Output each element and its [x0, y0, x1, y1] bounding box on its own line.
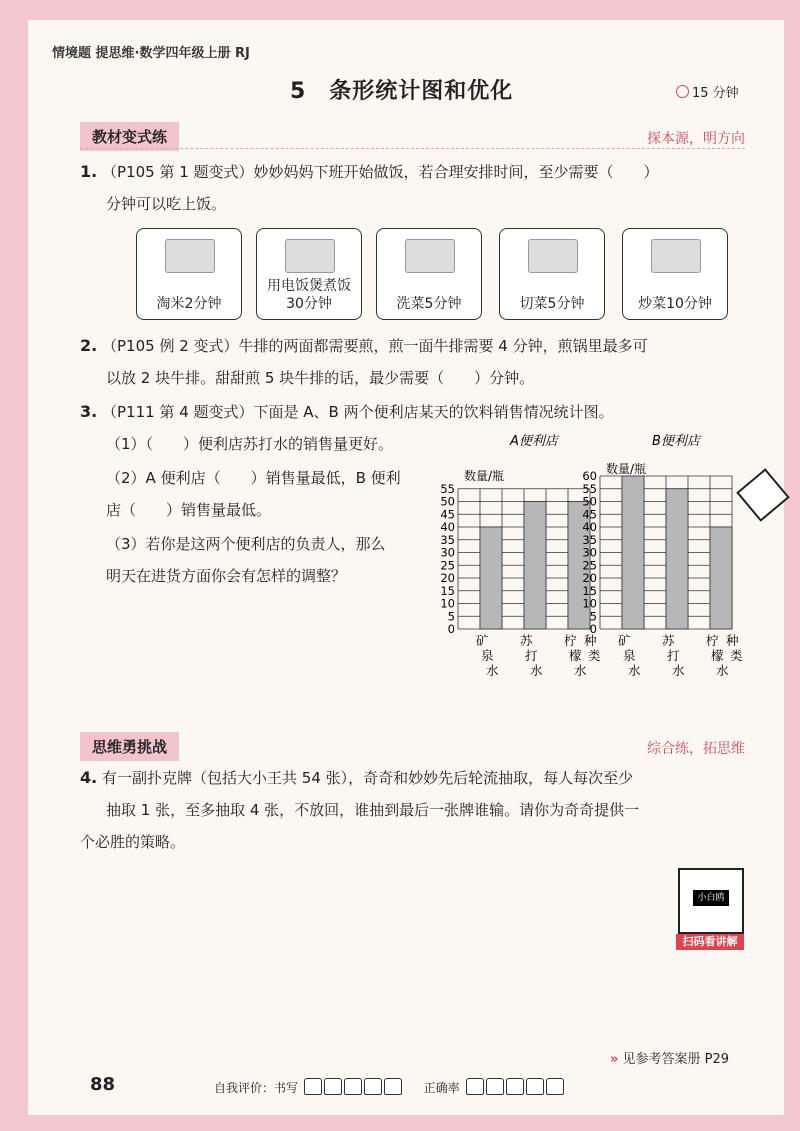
thumbs-up-icon[interactable] — [384, 1078, 402, 1095]
step-label: 切菜5分钟 — [519, 296, 585, 312]
question-text: （P111 第 4 题变式）下面是 A、B 两个便利店某天的饮料销售情况统计图。 — [102, 403, 614, 421]
section-textbook — [80, 122, 745, 150]
question-4 — [80, 768, 633, 788]
x-tick-label: 水 — [672, 663, 685, 678]
section-tag: 教材变式练 — [80, 122, 179, 151]
question-2-cont: 以放 2 块牛排。甜甜煎 5 块牛排的话，最少需要（ ）分钟。 — [106, 369, 535, 387]
page-number: 88 — [90, 1074, 116, 1095]
y-tick-label: 55 — [582, 481, 597, 496]
x-tick-label: 苏 — [662, 633, 675, 648]
step-label: 用电饭煲煮饭30分钟 — [267, 278, 351, 312]
question-text: 有一副扑克牌（包括大小王共 54 张），奇奇和妙妙先后轮流抽取，每人每次至少 — [102, 769, 634, 787]
step-card — [499, 228, 605, 320]
y-tick-label: 15 — [582, 583, 597, 598]
question-text: （P105 例 2 变式）牛排的两面都需要煎，煎一面牛排需要 4 分钟，煎锅里最多可 — [102, 337, 648, 355]
y-tick-label: 15 — [440, 583, 455, 598]
x-tick-label: 水 — [530, 663, 543, 678]
x-axis-label: 种 — [726, 633, 739, 648]
y-tick-label: 25 — [440, 558, 455, 573]
y-tick-label: 50 — [440, 494, 455, 509]
step-label: 炒菜10分钟 — [638, 296, 712, 312]
question-number: 1. — [80, 162, 98, 181]
step-card — [376, 228, 482, 320]
chart-title: A便利店 — [510, 434, 558, 449]
question-1-cont: 分钟可以吃上饭。 — [106, 195, 227, 213]
y-tick-label: 40 — [440, 520, 455, 534]
x-tick-label: 矿 — [618, 633, 631, 648]
x-tick-label: 檬 — [711, 648, 724, 663]
bar — [710, 527, 732, 629]
step-card — [256, 228, 362, 320]
x-axis-label: 类 — [730, 648, 743, 663]
x-tick-label: 水 — [628, 663, 641, 678]
x-tick-label: 水 — [574, 663, 587, 678]
sub-question-1: （1）（ ）便利店苏打水的销售量更好。 — [106, 435, 394, 453]
thumbs-up-icon[interactable] — [324, 1078, 342, 1095]
question-number: 4. — [80, 768, 98, 787]
bar — [622, 476, 644, 629]
question-text: （P105 第 1 题变式）妙妙妈妈下班开始做饭，若合理安排时间，至少需要（ ） — [102, 163, 659, 181]
section-challenge — [80, 732, 745, 760]
x-tick-label: 檬 — [569, 648, 582, 663]
chart-title: B便利店 — [652, 434, 700, 449]
washing-rice-image — [165, 239, 215, 273]
answer-reference — [610, 1048, 729, 1067]
y-tick-label: 0 — [589, 622, 597, 636]
question-1 — [80, 162, 659, 182]
section-tag: 思维勇挑战 — [80, 732, 179, 761]
thumbs-up-icon[interactable] — [304, 1078, 322, 1095]
sub-question-3-cont: 明天在进货方面你会有怎样的调整？ — [106, 567, 347, 585]
y-tick-label: 40 — [582, 520, 597, 534]
qr-caption: 扫码看讲解 — [676, 934, 744, 950]
x-tick-label: 水 — [716, 663, 729, 678]
x-tick-label: 打 — [667, 648, 680, 663]
y-axis-label: 数量/瓶 — [606, 462, 647, 476]
y-tick-label: 10 — [582, 596, 597, 611]
y-tick-label: 5 — [589, 609, 597, 624]
y-tick-label: 60 — [582, 469, 597, 483]
question-2 — [80, 336, 648, 356]
sub-question-2: （2）A 便利店（ ）销售量最低，B 便利 — [106, 469, 401, 487]
section-divider — [80, 148, 745, 149]
time-estimate — [676, 82, 739, 101]
question-4-cont: 抽取 1 张，至多抽取 4 张，不放回，谁抽到最后一张牌谁输。请你为奇奇提供一 — [106, 801, 640, 819]
x-tick-label: 苏 — [520, 633, 533, 648]
double-arrow-icon: » — [610, 1052, 619, 1067]
bar — [524, 502, 546, 630]
time-label: 15 分钟 — [692, 86, 739, 101]
y-tick-label: 20 — [440, 571, 455, 585]
x-axis-label: 种 — [584, 633, 597, 648]
step-label: 洗菜5分钟 — [396, 296, 462, 312]
thumbs-up-icon[interactable] — [344, 1078, 362, 1095]
x-tick-label: 打 — [525, 648, 538, 663]
x-tick-label: 柠 — [706, 633, 719, 648]
thumbs-up-icon[interactable] — [466, 1078, 484, 1095]
sub-question-2-cont: 店（ ）销售量最低。 — [106, 501, 272, 519]
step-label: 淘米2分钟 — [156, 296, 222, 312]
bar-charts — [420, 425, 750, 695]
bar — [480, 527, 502, 629]
rice-cooker-image — [285, 239, 335, 273]
thumbs-up-icon[interactable] — [506, 1078, 524, 1095]
thumbs-up-icon[interactable] — [526, 1078, 544, 1095]
y-tick-label: 30 — [440, 545, 455, 560]
y-tick-label: 5 — [447, 609, 455, 624]
y-tick-label: 30 — [582, 545, 597, 560]
y-tick-label: 10 — [440, 596, 455, 611]
x-tick-label: 泉 — [481, 648, 494, 663]
section-slogan: 探本源，明方向 — [647, 131, 745, 147]
y-tick-label: 35 — [440, 532, 455, 547]
thumbs-up-icon[interactable] — [364, 1078, 382, 1095]
thumbs-up-icon[interactable] — [486, 1078, 504, 1095]
question-number: 3. — [80, 402, 98, 421]
y-tick-label: 20 — [582, 571, 597, 585]
x-axis-label: 类 — [588, 648, 601, 663]
x-tick-label: 泉 — [623, 648, 636, 663]
clock-icon — [676, 85, 689, 98]
step-card — [622, 228, 728, 320]
book-header: 情境题 提思维·数学四年级上册 RJ — [52, 46, 250, 61]
y-tick-label: 55 — [440, 481, 455, 496]
sub-question-3: （3）若你是这两个便利店的负责人，那么 — [106, 535, 386, 553]
qr-code[interactable] — [678, 868, 744, 934]
stir-fry-image — [651, 239, 701, 273]
question-number: 2. — [80, 336, 98, 355]
y-tick-label: 35 — [582, 532, 597, 547]
eval-label: 自我评价：书写 — [214, 1081, 299, 1095]
question-3 — [80, 402, 614, 422]
question-4-cont2: 个必胜的策略。 — [80, 833, 186, 851]
y-axis-label: 数量/瓶 — [464, 468, 505, 483]
bar — [666, 489, 688, 629]
cutting-vegetables-image — [528, 239, 578, 273]
x-tick-label: 柠 — [564, 633, 577, 648]
page-title: 5 条形统计图和优化 — [290, 79, 514, 104]
y-tick-label: 25 — [582, 558, 597, 573]
x-tick-label: 水 — [486, 663, 499, 678]
answer-text: 见参考答案册 P29 — [622, 1052, 730, 1067]
y-tick-label: 0 — [447, 622, 455, 636]
section-slogan: 综合练，拓思维 — [647, 741, 745, 757]
step-card — [136, 228, 242, 320]
x-tick-label: 矿 — [476, 633, 489, 648]
y-tick-label: 50 — [582, 494, 597, 509]
y-tick-label: 45 — [440, 507, 455, 522]
washing-vegetables-image — [405, 239, 455, 273]
y-tick-label: 45 — [582, 507, 597, 522]
qr-label: 小白鸥 — [693, 890, 729, 906]
thumbs-up-icon[interactable] — [546, 1078, 564, 1095]
self-evaluation — [214, 1078, 564, 1096]
accuracy-label: 正确率 — [423, 1081, 460, 1095]
